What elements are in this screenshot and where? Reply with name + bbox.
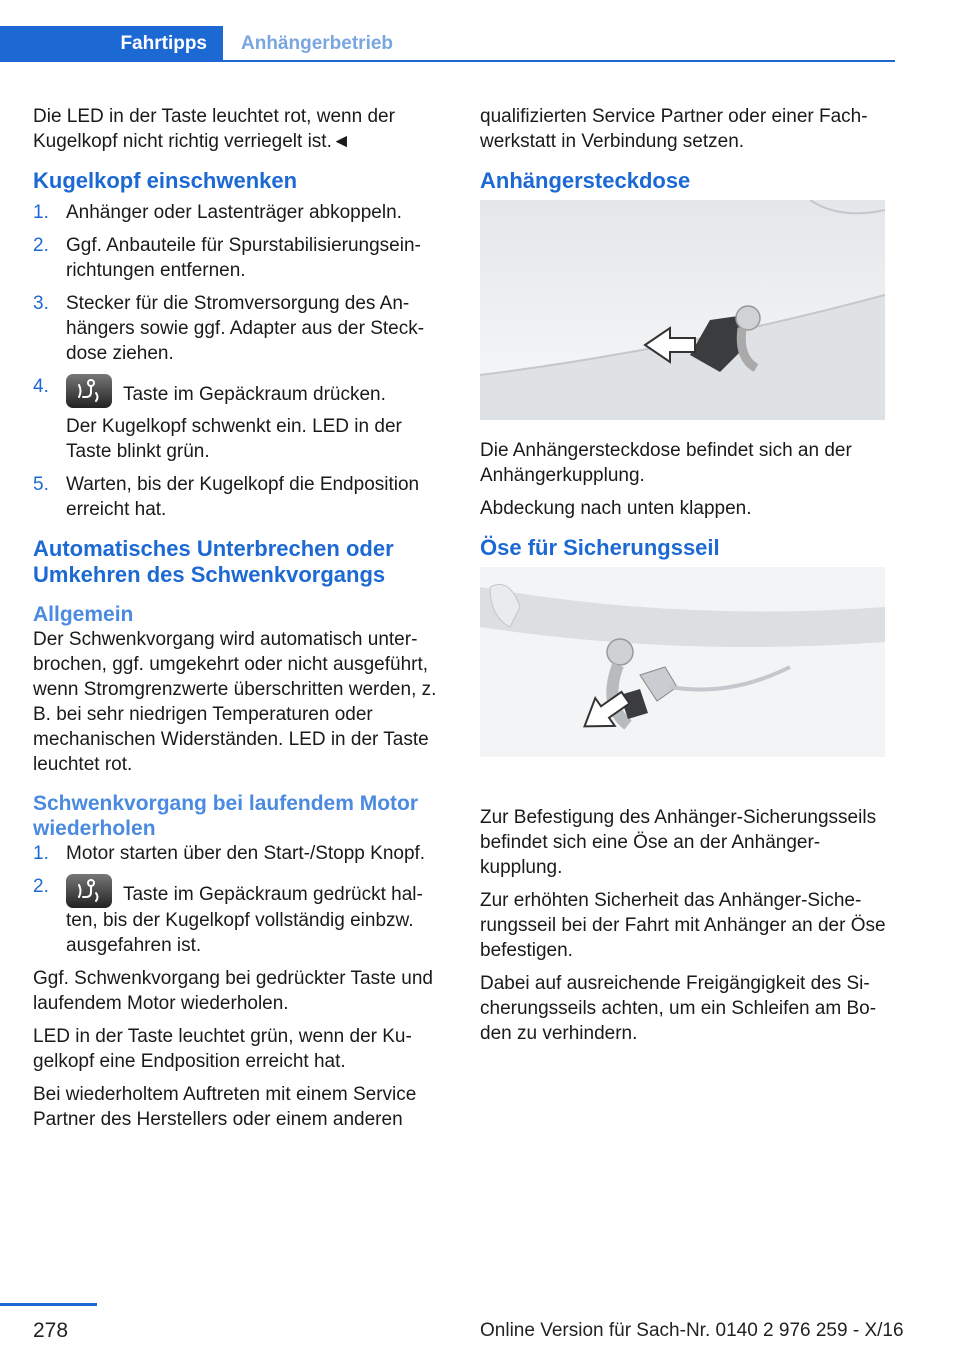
step-text: Anhänger oder Lastenträger abkoppeln. xyxy=(66,202,402,223)
step-number: 2. xyxy=(33,876,49,897)
step-number: 3. xyxy=(33,293,49,314)
paragraph-led-gruen: LED in der Taste leuchtet grün, wenn der Kugelkopf eine Endposition erreicht hat. xyxy=(33,1026,412,1072)
steps-einschwenken xyxy=(33,200,443,522)
online-version-note: Online Version für Sach-Nr. 0140 2 976 259 - X/16 xyxy=(480,1320,904,1341)
paragraph-continued: qualifizierten Service Partner oder einer Fachwerkstatt in Verbindung setzen. xyxy=(480,106,868,152)
paragraph-oese-sicherheit: Zur erhöhten Sicherheit das Anhänger-Sicherungsseil bei der Fahrt mit Anhänger an der Öse befestigen. xyxy=(480,890,886,961)
step-text: Taste im Gepäckraum gedrückt halten, bis der Kugelkopf vollständig einbzw. ausgefahren ist. xyxy=(66,884,423,956)
list-item xyxy=(33,472,443,522)
paragraph-service: Bei wiederholtem Auftreten mit einem Service Partner des Herstellers oder einem anderen xyxy=(33,1084,417,1130)
step-number: 2. xyxy=(33,235,49,256)
chapter-tabs xyxy=(0,26,895,62)
footer-accent-line xyxy=(0,1303,97,1306)
step-number: 1. xyxy=(33,202,49,223)
tab-fahrtipps[interactable]: Fahrtipps xyxy=(0,26,223,62)
steps-wiederholen xyxy=(33,841,443,958)
heading-anhaengersteckdose: Anhängersteckdose xyxy=(480,168,691,193)
left-column xyxy=(33,104,443,1140)
page-number: 278 xyxy=(33,1319,69,1342)
step-text: Ggf. Anbauteile für Spurstabilisierungseinrichtungen entfernen. xyxy=(66,235,421,281)
paragraph-oese-freigaengigkeit: Dabei auf ausreichende Freigängigkeit des Sicherungsseils achten, um ein Schleifen am Boden zu verhindern. xyxy=(480,973,877,1044)
paragraph-oese-befestigung: Zur Befestigung des Anhänger-Sicherungsseils befindet sich eine Öse an der Anhängerkupplung. xyxy=(480,807,877,878)
step-text: Motor starten über den Start-/Stopp Knopf. xyxy=(66,843,426,864)
heading-automatisches-unterbrechen: Automatisches Unterbrechen oder Umkehren des Schwenkvorgangs xyxy=(33,536,394,587)
heading-kugelkopf-einschwenken: Kugelkopf einschwenken xyxy=(33,168,298,193)
list-item xyxy=(33,874,443,958)
right-column xyxy=(480,104,895,1054)
heading-oese-sicherungsseil: Öse für Sicherungsseil xyxy=(480,535,720,560)
paragraph-wiederholen: Ggf. Schwenkvorgang bei gedrückter Taste und laufendem Motor wiederholen. xyxy=(33,968,433,1014)
step-number: 4. xyxy=(33,376,49,397)
step-number: 5. xyxy=(33,474,49,495)
list-item xyxy=(33,200,443,225)
paragraph-allgemein: Der Schwenkvorgang wird automatisch unterbrochen, ggf. umgekehrt oder nicht ausgeführt, wenn Stromgrenzwerte überschritten werden, z. B. bei sehr niedrigen Temperaturen oder mechanischen Widerständen. LED in der Taste leuchtet rot. xyxy=(33,629,437,775)
list-item xyxy=(33,291,443,366)
tab-underline xyxy=(223,60,895,62)
intro-paragraph: Die LED in der Taste leuchtet rot, wenn der Kugelkopf nicht richtig verriegelt ist.◄ xyxy=(33,106,395,152)
step-text: Stecker für die Stromversorgung des Anhängers sowie ggf. Adapter aus der Steckdose ziehen. xyxy=(66,293,425,364)
step-subtext: Der Kugelkopf schwenkt ein. LED in der Taste blinkt grün. xyxy=(66,416,402,462)
step-number: 1. xyxy=(33,843,49,864)
safety-cable-eyelet-illustration xyxy=(480,567,885,757)
step-text: Warten, bis der Kugelkopf die Endposition erreicht hat. xyxy=(66,474,420,520)
paragraph-steckdose-position: Die Anhängersteckdose befindet sich an der Anhängerkupplung. xyxy=(480,440,852,486)
heading-schwenkvorgang-wiederholen: Schwenkvorgang bei laufendem Motor wiederholen xyxy=(33,792,419,840)
trailer-hitch-button-icon xyxy=(66,874,112,908)
heading-allgemein: Allgemein xyxy=(33,603,134,626)
step-text: Taste im Gepäckraum drücken. xyxy=(122,384,386,405)
tab-anhaengerbetrieb[interactable]: Anhängerbetrieb xyxy=(241,33,394,54)
trailer-hitch-button-icon xyxy=(66,374,112,408)
paragraph-abdeckung: Abdeckung nach unten klappen. xyxy=(480,498,752,519)
list-item xyxy=(33,233,443,283)
trailer-socket-illustration xyxy=(480,200,885,420)
list-item xyxy=(33,374,443,464)
list-item xyxy=(33,841,443,866)
